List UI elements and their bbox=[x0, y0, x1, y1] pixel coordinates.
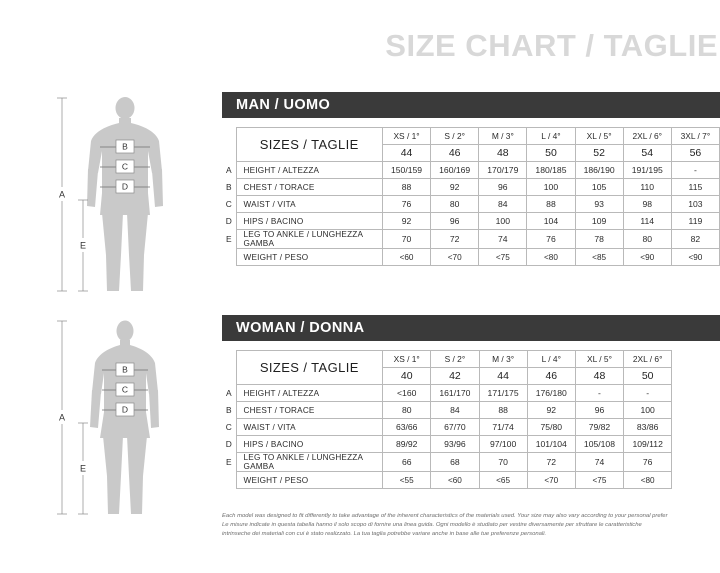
cell: 98 bbox=[623, 196, 671, 213]
table-row bbox=[222, 402, 720, 419]
cell: 96 bbox=[479, 179, 527, 196]
cell: <80 bbox=[527, 249, 575, 266]
column-header: XL / 5° bbox=[575, 351, 623, 368]
footnote-line: Each model was designed to fit differently to take advantage of the inherent characteristics of the materials used. Your size may also vary according to your personal prefer bbox=[222, 513, 668, 519]
cell: 171/175 bbox=[479, 385, 527, 402]
cell: 105 bbox=[575, 179, 623, 196]
row-label: HEIGHT / ALTEZZA bbox=[236, 385, 383, 402]
cell: 88 bbox=[479, 402, 527, 419]
cell: 74 bbox=[479, 230, 527, 249]
man-section-header bbox=[222, 92, 720, 118]
column-header: XS / 1° bbox=[383, 351, 431, 368]
woman-body-figure bbox=[40, 318, 210, 518]
cell: 80 bbox=[383, 402, 431, 419]
cell: 72 bbox=[431, 230, 479, 249]
svg-text:A: A bbox=[58, 412, 66, 423]
weight-row bbox=[222, 249, 720, 266]
spacer bbox=[222, 351, 236, 368]
cell: 104 bbox=[527, 213, 575, 230]
cell: <90 bbox=[623, 249, 671, 266]
column-header: 2XL / 6° bbox=[623, 128, 671, 145]
cell: <85 bbox=[575, 249, 623, 266]
cell: 63/66 bbox=[383, 419, 431, 436]
cell: 66 bbox=[383, 453, 431, 472]
cell: 100 bbox=[624, 402, 672, 419]
spacer bbox=[672, 368, 720, 385]
cell: 180/185 bbox=[527, 162, 575, 179]
cell: - bbox=[671, 162, 719, 179]
cell: 161/170 bbox=[431, 385, 479, 402]
cell: 88 bbox=[382, 179, 430, 196]
table-row bbox=[222, 179, 720, 196]
cell: 101/104 bbox=[527, 436, 575, 453]
cell: 70 bbox=[382, 230, 430, 249]
cell: 92 bbox=[382, 213, 430, 230]
row-label: HEIGHT / ALTEZZA bbox=[236, 162, 382, 179]
cell: 92 bbox=[527, 402, 575, 419]
spacer bbox=[222, 249, 236, 266]
row-letter: D bbox=[225, 216, 232, 226]
cell: 72 bbox=[527, 453, 575, 472]
cell: 160/169 bbox=[431, 162, 479, 179]
cell: 76 bbox=[382, 196, 430, 213]
table-row bbox=[222, 196, 720, 213]
row-label: WEIGHT / PESO bbox=[236, 249, 382, 266]
cell: 170/179 bbox=[479, 162, 527, 179]
cell: 96 bbox=[575, 402, 623, 419]
cell: 110 bbox=[623, 179, 671, 196]
spacer bbox=[222, 472, 236, 489]
cell: 115 bbox=[671, 179, 719, 196]
cell: <60 bbox=[431, 472, 479, 489]
cell: 103 bbox=[671, 196, 719, 213]
cell: 80 bbox=[623, 230, 671, 249]
row-letter: E bbox=[225, 457, 232, 467]
svg-text:E: E bbox=[79, 463, 87, 474]
man-section-title: MAN / UOMO bbox=[236, 97, 331, 113]
svg-text:B: B bbox=[122, 364, 128, 375]
spacer bbox=[672, 419, 720, 436]
cell: 82 bbox=[671, 230, 719, 249]
row-label: WAIST / VITA bbox=[236, 419, 383, 436]
cell: <75 bbox=[575, 472, 623, 489]
svg-text:D: D bbox=[121, 181, 129, 192]
cell: <90 bbox=[671, 249, 719, 266]
woman-section-title: WOMAN / DONNA bbox=[236, 320, 365, 336]
row-letter: A bbox=[225, 388, 232, 398]
cell: 109/112 bbox=[624, 436, 672, 453]
cell: 67/70 bbox=[431, 419, 479, 436]
cell: 84 bbox=[431, 402, 479, 419]
column-header: S / 2° bbox=[431, 128, 479, 145]
column-header: XS / 1° bbox=[382, 128, 430, 145]
row-letter: B bbox=[225, 405, 232, 415]
row-letter: C bbox=[225, 199, 232, 209]
size-number: 40 bbox=[383, 368, 431, 385]
cell: <65 bbox=[479, 472, 527, 489]
cell: <75 bbox=[479, 249, 527, 266]
table-header-row bbox=[222, 351, 720, 368]
cell: 83/86 bbox=[624, 419, 672, 436]
cell: 76 bbox=[527, 230, 575, 249]
row-letter: B bbox=[225, 182, 232, 192]
cell: 191/195 bbox=[623, 162, 671, 179]
svg-text:B: B bbox=[122, 141, 128, 152]
cell: 109 bbox=[575, 213, 623, 230]
cell: 89/92 bbox=[383, 436, 431, 453]
woman-size-table bbox=[222, 350, 720, 489]
cell: 92 bbox=[431, 179, 479, 196]
cell: 68 bbox=[431, 453, 479, 472]
cell: 100 bbox=[527, 179, 575, 196]
column-header: 2XL / 6° bbox=[624, 351, 672, 368]
cell: 96 bbox=[431, 213, 479, 230]
column-header: L / 4° bbox=[527, 351, 575, 368]
cell: <70 bbox=[431, 249, 479, 266]
row-label: CHEST / TORACE bbox=[236, 179, 382, 196]
svg-text:C: C bbox=[121, 384, 129, 395]
spacer bbox=[672, 385, 720, 402]
column-header: S / 2° bbox=[431, 351, 479, 368]
female-body-silhouette-icon bbox=[40, 318, 210, 518]
sizes-label: SIZES / TAGLIE bbox=[236, 351, 383, 385]
svg-text:E: E bbox=[79, 240, 87, 251]
column-header: M / 3° bbox=[479, 128, 527, 145]
column-header: 3XL / 7° bbox=[671, 128, 719, 145]
cell: 75/80 bbox=[527, 419, 575, 436]
spacer bbox=[222, 128, 236, 145]
svg-text:A: A bbox=[58, 189, 66, 200]
row-letter: E bbox=[225, 234, 232, 244]
table-row bbox=[222, 436, 720, 453]
spacer bbox=[222, 145, 236, 162]
cell: 71/74 bbox=[479, 419, 527, 436]
size-number: 44 bbox=[479, 368, 527, 385]
table-row bbox=[222, 453, 720, 472]
row-label: WEIGHT / PESO bbox=[236, 472, 383, 489]
svg-text:C: C bbox=[121, 161, 129, 172]
male-body-silhouette-icon bbox=[40, 95, 210, 295]
cell: 78 bbox=[575, 230, 623, 249]
size-number: 46 bbox=[527, 368, 575, 385]
page-title: SIZE CHART / TAGLIE bbox=[385, 28, 718, 63]
size-number: 50 bbox=[527, 145, 575, 162]
footnote-line: intrinseche dei materiali con cui è stato realizzato. La tua taglia potrebbe variare anche in base alle tue preferenze personali. bbox=[222, 531, 547, 538]
man-size-table bbox=[222, 127, 720, 266]
cell: 97/100 bbox=[479, 436, 527, 453]
table-row bbox=[222, 162, 720, 179]
row-label: HIPS / BACINO bbox=[236, 436, 383, 453]
cell: 119 bbox=[671, 213, 719, 230]
size-number: 48 bbox=[479, 145, 527, 162]
column-header: M / 3° bbox=[479, 351, 527, 368]
row-label: HIPS / BACINO bbox=[236, 213, 382, 230]
footnote bbox=[222, 512, 720, 539]
spacer bbox=[672, 453, 720, 472]
table-row bbox=[222, 419, 720, 436]
cell: 84 bbox=[479, 196, 527, 213]
cell: <60 bbox=[382, 249, 430, 266]
man-body-figure bbox=[40, 95, 210, 295]
cell: 114 bbox=[623, 213, 671, 230]
cell: 70 bbox=[479, 453, 527, 472]
cell: - bbox=[575, 385, 623, 402]
cell: 105/108 bbox=[575, 436, 623, 453]
cell: 93/96 bbox=[431, 436, 479, 453]
size-number: 54 bbox=[623, 145, 671, 162]
table-row bbox=[222, 213, 720, 230]
size-number: 56 bbox=[671, 145, 719, 162]
cell: - bbox=[624, 385, 672, 402]
column-header: L / 4° bbox=[527, 128, 575, 145]
cell: 76 bbox=[624, 453, 672, 472]
row-letter: D bbox=[225, 439, 232, 449]
spacer bbox=[222, 368, 236, 385]
cell: 93 bbox=[575, 196, 623, 213]
table-row bbox=[222, 385, 720, 402]
row-label: LEG TO ANKLE / LUNGHEZZA GAMBA bbox=[236, 453, 383, 472]
size-number: 52 bbox=[575, 145, 623, 162]
column-header: XL / 5° bbox=[575, 128, 623, 145]
size-number: 50 bbox=[624, 368, 672, 385]
table-row bbox=[222, 230, 720, 249]
spacer bbox=[672, 351, 720, 368]
cell: <80 bbox=[624, 472, 672, 489]
row-letter: A bbox=[225, 165, 232, 175]
woman-section-header bbox=[222, 315, 720, 341]
footnote-line: Le misure indicate in questa tabella hanno il solo scopo di fornire una linea guida. Ogni modello è studiato per vestire diversamente per sfruttare le caratteristiche bbox=[222, 522, 642, 529]
cell: 74 bbox=[575, 453, 623, 472]
sizes-label: SIZES / TAGLIE bbox=[236, 128, 382, 162]
cell: 176/180 bbox=[527, 385, 575, 402]
cell: 100 bbox=[479, 213, 527, 230]
row-label: WAIST / VITA bbox=[236, 196, 382, 213]
cell: <160 bbox=[383, 385, 431, 402]
cell: <70 bbox=[527, 472, 575, 489]
cell: <55 bbox=[383, 472, 431, 489]
spacer bbox=[672, 402, 720, 419]
size-number: 44 bbox=[382, 145, 430, 162]
cell: 150/159 bbox=[382, 162, 430, 179]
cell: 88 bbox=[527, 196, 575, 213]
cell: 186/190 bbox=[575, 162, 623, 179]
spacer bbox=[672, 472, 720, 489]
svg-text:D: D bbox=[121, 404, 129, 415]
size-number: 42 bbox=[431, 368, 479, 385]
table-header-row bbox=[222, 128, 720, 145]
row-letter: C bbox=[225, 422, 232, 432]
cell: 79/82 bbox=[575, 419, 623, 436]
row-label: LEG TO ANKLE / LUNGHEZZA GAMBA bbox=[236, 230, 382, 249]
weight-row bbox=[222, 472, 720, 489]
size-number: 48 bbox=[575, 368, 623, 385]
cell: 80 bbox=[431, 196, 479, 213]
size-number: 46 bbox=[431, 145, 479, 162]
row-label: CHEST / TORACE bbox=[236, 402, 383, 419]
spacer bbox=[672, 436, 720, 453]
